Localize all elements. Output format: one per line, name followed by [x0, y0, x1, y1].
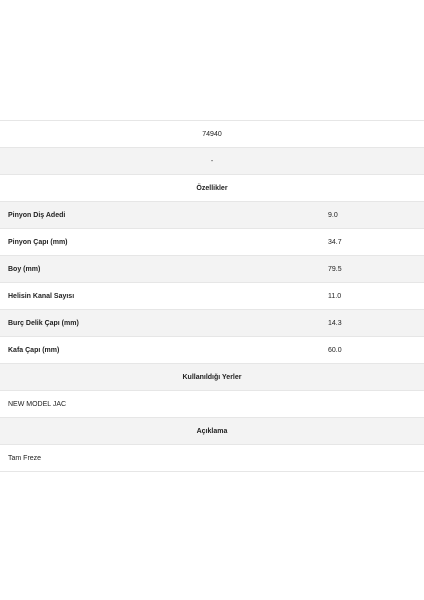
spec-label: Burç Delik Çapı (mm)	[8, 319, 79, 327]
product-code-row	[0, 121, 424, 148]
spec-row	[0, 229, 424, 256]
description-heading-row	[0, 418, 424, 445]
spec-value: 79.5	[328, 265, 342, 273]
product-dash: -	[210, 157, 214, 165]
spec-value: 11.0	[328, 292, 342, 300]
product-spec-table	[0, 120, 424, 472]
usage-heading: Kullanıldığı Yerler	[182, 373, 242, 381]
spec-row	[0, 202, 424, 229]
usage-text: NEW MODEL JAC	[8, 400, 67, 408]
spec-row	[0, 256, 424, 283]
spec-value: 34.7	[328, 238, 342, 246]
usage-row	[0, 391, 424, 418]
description-text: Tam Freze	[8, 454, 42, 462]
description-heading: Açıklama	[196, 427, 228, 435]
description-row	[0, 445, 424, 472]
spec-value: 60.0	[328, 346, 342, 354]
spec-label: Kafa Çapı (mm)	[8, 346, 60, 354]
product-code: 74940	[202, 130, 222, 138]
spec-row	[0, 283, 424, 310]
product-dash-row	[0, 148, 424, 175]
spec-label: Boy (mm)	[8, 265, 41, 273]
spec-row	[0, 310, 424, 337]
features-heading-row	[0, 175, 424, 202]
spec-label: Helisin Kanal Sayısı	[8, 292, 75, 300]
features-heading: Özellikler	[196, 184, 228, 192]
spec-value: 14.3	[328, 319, 342, 327]
spec-row	[0, 337, 424, 364]
spec-value: 9.0	[328, 211, 338, 219]
usage-heading-row	[0, 364, 424, 391]
spec-label: Pinyon Çapı (mm)	[8, 238, 68, 246]
spec-label: Pinyon Diş Adedi	[8, 211, 66, 219]
